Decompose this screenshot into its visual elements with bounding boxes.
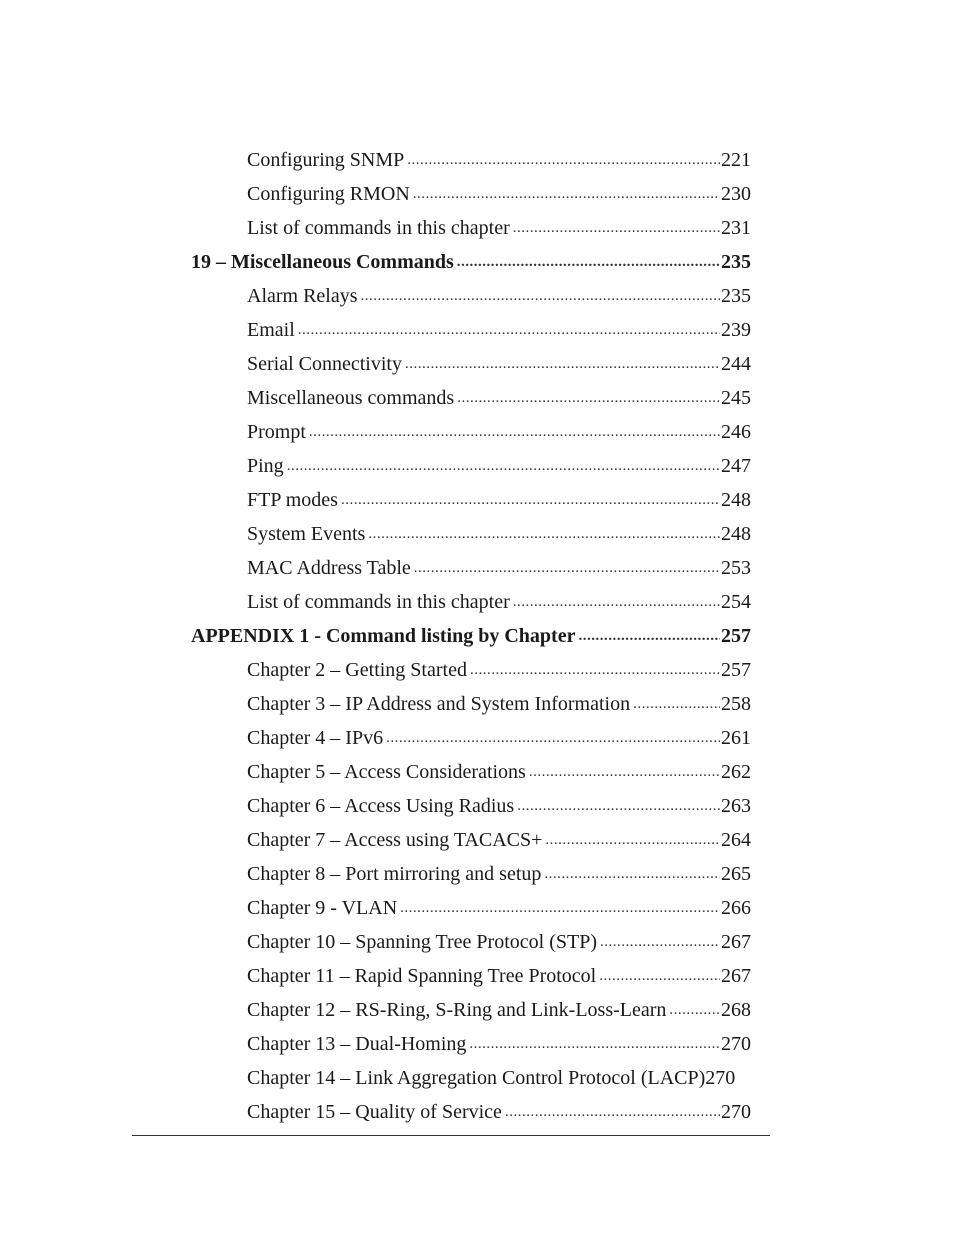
toc-dot-leader — [400, 896, 720, 920]
toc-dot-leader — [457, 386, 720, 410]
toc-page-number: 231 — [721, 217, 751, 239]
toc-section-entry[interactable] — [247, 1056, 751, 1090]
toc-section-entry[interactable] — [247, 342, 751, 376]
toc-section-entry[interactable] — [247, 512, 751, 546]
toc-page-number: 248 — [721, 523, 751, 545]
toc-page-number: 235 — [721, 285, 751, 307]
toc-entry-label: Chapter 14 – Link Aggregation Control Protocol (LACP) — [247, 1067, 706, 1089]
table-of-contents — [0, 138, 954, 1124]
toc-dot-leader — [413, 182, 720, 206]
toc-page-number: 257 — [721, 625, 751, 647]
toc-entry-label: Chapter 12 – RS-Ring, S-Ring and Link-Loss-Learn — [247, 999, 667, 1021]
toc-dot-leader — [578, 624, 720, 648]
toc-dot-leader — [599, 964, 720, 988]
toc-entry-label: Chapter 4 – IPv6 — [247, 727, 384, 749]
toc-entry-label: Chapter 3 – IP Address and System Information — [247, 693, 631, 715]
toc-page-number: 268 — [721, 999, 751, 1021]
toc-page-number: 262 — [721, 761, 751, 783]
toc-dot-leader — [669, 998, 720, 1022]
toc-entry-label: Chapter 10 – Spanning Tree Protocol (STP) — [247, 931, 597, 953]
toc-section-entry[interactable] — [247, 138, 751, 172]
toc-section-entry[interactable] — [247, 716, 751, 750]
toc-page-number: 270 — [721, 1101, 751, 1123]
toc-entry-label: Chapter 6 – Access Using Radius — [247, 795, 515, 817]
toc-entry-label: Chapter 8 – Port mirroring and setup — [247, 863, 542, 885]
toc-section-entry[interactable] — [247, 920, 751, 954]
toc-dot-leader — [469, 1032, 720, 1056]
toc-section-entry[interactable] — [247, 274, 751, 308]
toc-section-entry[interactable] — [247, 818, 751, 852]
toc-entry-label: Chapter 13 – Dual-Homing — [247, 1033, 467, 1055]
toc-dot-leader — [544, 862, 720, 886]
toc-page-number: 267 — [721, 965, 751, 987]
toc-section-entry[interactable] — [247, 478, 751, 512]
toc-page-number: 258 — [721, 693, 751, 715]
toc-page-number: 221 — [721, 149, 751, 171]
toc-section-entry[interactable] — [247, 206, 751, 240]
toc-page-number: 239 — [721, 319, 751, 341]
toc-entry-label: Configuring RMON — [247, 183, 410, 205]
toc-entry-label: FTP modes — [247, 489, 338, 511]
toc-page-number: 246 — [721, 421, 751, 443]
toc-dot-leader — [633, 692, 720, 716]
toc-entry-label: Alarm Relays — [247, 285, 358, 307]
toc-dot-leader — [517, 794, 720, 818]
toc-dot-leader — [368, 522, 720, 546]
toc-entry-label: 19 – Miscellaneous Commands — [191, 251, 454, 273]
toc-section-entry[interactable] — [247, 444, 751, 478]
toc-section-entry[interactable] — [247, 750, 751, 784]
toc-dot-leader — [545, 828, 720, 852]
toc-dot-leader — [600, 930, 720, 954]
toc-dot-leader — [361, 284, 720, 308]
toc-section-entry[interactable] — [247, 172, 751, 206]
toc-entry-label: MAC Address Table — [247, 557, 411, 579]
toc-dot-leader — [529, 760, 720, 784]
toc-page-number: 270 — [721, 1033, 751, 1055]
toc-entry-label: Chapter 15 – Quality of Service — [247, 1101, 502, 1123]
toc-section-entry[interactable] — [247, 410, 751, 444]
toc-entry-label: Prompt — [247, 421, 306, 443]
toc-dot-leader — [513, 216, 720, 240]
toc-entry-label: Serial Connectivity — [247, 353, 402, 375]
toc-section-entry[interactable] — [247, 886, 751, 920]
toc-dot-leader — [298, 318, 720, 342]
toc-section-entry[interactable] — [247, 1090, 751, 1124]
toc-dot-leader — [405, 352, 720, 376]
toc-entry-label: Chapter 11 – Rapid Spanning Tree Protocol — [247, 965, 597, 987]
toc-dot-leader — [470, 658, 720, 682]
toc-dot-leader — [505, 1100, 720, 1124]
toc-section-entry[interactable] — [247, 376, 751, 410]
toc-page-number: 265 — [721, 863, 751, 885]
toc-page-number: 247 — [721, 455, 751, 477]
toc-section-entry[interactable] — [247, 1022, 751, 1056]
toc-dot-leader — [386, 726, 720, 750]
toc-entry-label: Email — [247, 319, 295, 341]
toc-page-number: 254 — [721, 591, 751, 613]
toc-section-entry[interactable] — [247, 852, 751, 886]
toc-page-number: 248 — [721, 489, 751, 511]
toc-dot-leader — [287, 454, 720, 478]
toc-page-number: 253 — [721, 557, 751, 579]
toc-section-entry[interactable] — [247, 988, 751, 1022]
toc-section-entry[interactable] — [247, 784, 751, 818]
toc-page-number: 244 — [721, 353, 751, 375]
toc-page-number: 263 — [721, 795, 751, 817]
toc-page-number: 267 — [721, 931, 751, 953]
toc-entry-label: List of commands in this chapter — [247, 591, 510, 613]
toc-dot-leader — [513, 590, 720, 614]
toc-entry-label: Chapter 7 – Access using TACACS+ — [247, 829, 543, 851]
toc-entry-label: Chapter 2 – Getting Started — [247, 659, 467, 681]
toc-entry-label: Chapter 9 - VLAN — [247, 897, 398, 919]
toc-entry-label: Configuring SNMP — [247, 149, 405, 171]
toc-page-number: 245 — [721, 387, 751, 409]
toc-page-number: 261 — [721, 727, 751, 749]
toc-entry-label: List of commands in this chapter — [247, 217, 510, 239]
toc-page-number: 266 — [721, 897, 751, 919]
toc-page-number: 270 — [705, 1067, 736, 1089]
toc-section-entry[interactable] — [247, 954, 751, 988]
toc-section-entry[interactable] — [247, 648, 751, 682]
toc-entry-label: APPENDIX 1 - Command listing by Chapter — [191, 625, 576, 647]
toc-entry-label: Chapter 5 – Access Considerations — [247, 761, 526, 783]
toc-section-entry[interactable] — [247, 546, 751, 580]
toc-entry-label: Miscellaneous commands — [247, 387, 455, 409]
toc-section-entry[interactable] — [247, 682, 751, 716]
toc-chapter-entry[interactable] — [191, 240, 751, 274]
toc-page-number: 257 — [721, 659, 751, 681]
toc-section-entry[interactable] — [247, 580, 751, 614]
toc-page-number: 235 — [721, 251, 751, 273]
toc-dot-leader — [407, 148, 720, 172]
toc-page-number: 230 — [721, 183, 751, 205]
toc-entry-label: System Events — [247, 523, 366, 545]
toc-dot-leader — [414, 556, 720, 580]
toc-dot-leader — [309, 420, 720, 444]
toc-entry-label: Ping — [247, 455, 284, 477]
toc-chapter-entry[interactable] — [191, 614, 751, 648]
toc-dot-leader — [341, 488, 720, 512]
footer-divider — [132, 1135, 770, 1136]
toc-page-number: 264 — [721, 829, 751, 851]
toc-dot-leader — [457, 250, 720, 274]
toc-section-entry[interactable] — [247, 308, 751, 342]
